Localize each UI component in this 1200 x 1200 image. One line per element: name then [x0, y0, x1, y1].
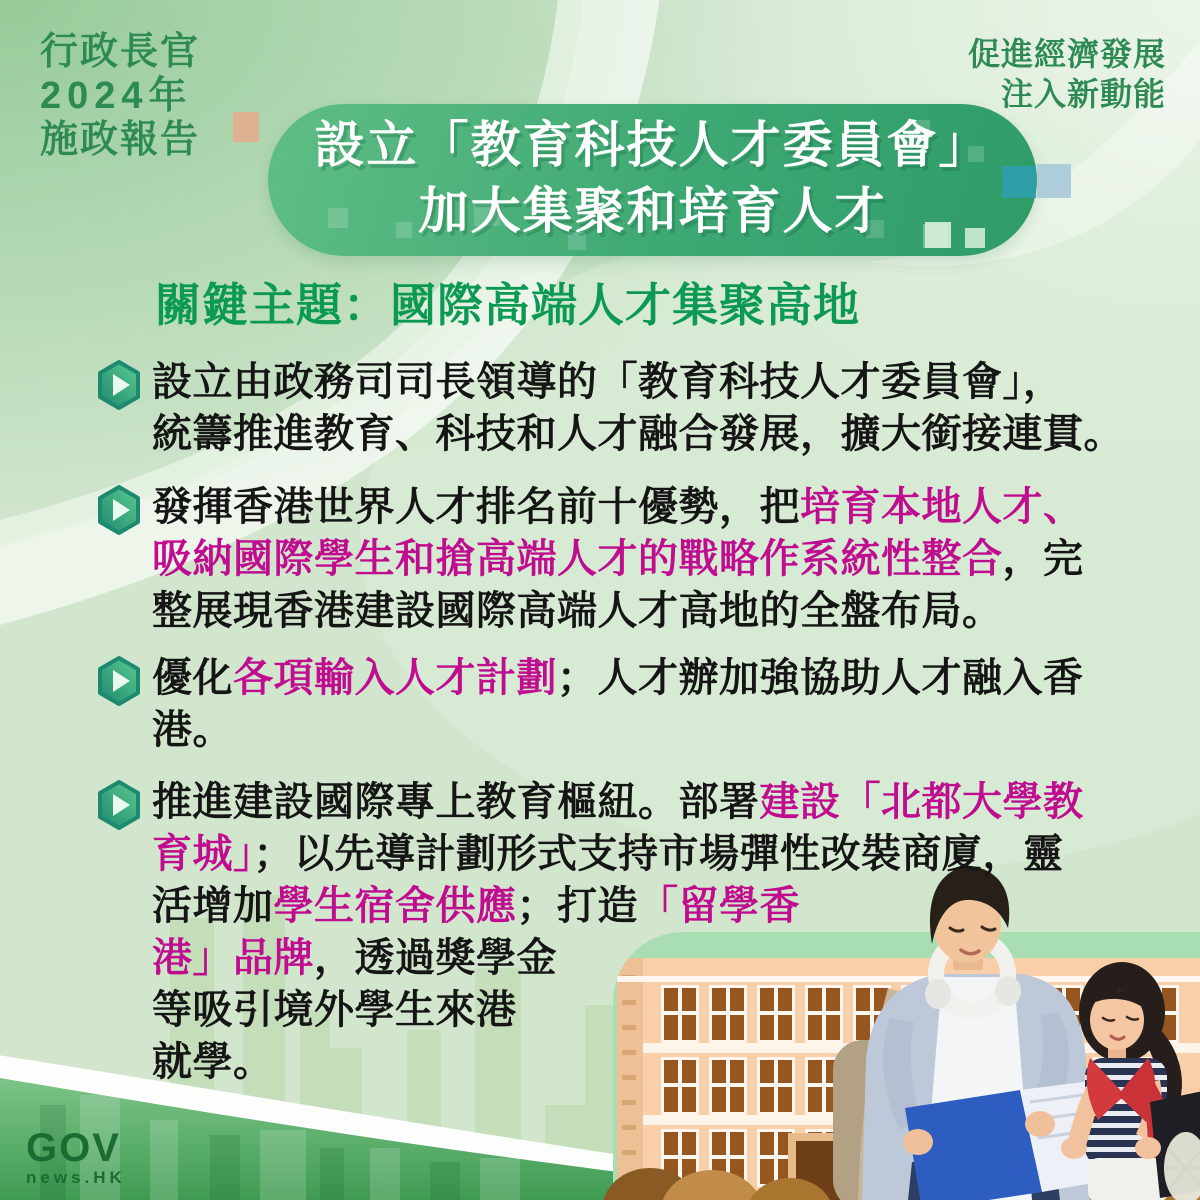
- tagline-line: 促進經濟發展: [967, 36, 1166, 72]
- title-line-year: 2024年: [40, 75, 193, 117]
- bullet-text: 發揮香港世界人才排名前十優勢，把培育本地人才、 吸納國際學生和搶高端人才的戰略作系統性整合，完 整展現香港建設國際高端人才高地的全盤布局。: [152, 485, 1084, 633]
- logo-newshk-text: news.HK: [26, 1168, 126, 1187]
- pixel-decor-mint: [925, 222, 951, 248]
- pixel-decor-teal: [1002, 166, 1036, 198]
- headline-banner: [268, 104, 1037, 256]
- banner-text: [268, 112, 1037, 244]
- play-bullet-icon: [96, 360, 142, 410]
- theme-tagline: [968, 34, 1166, 114]
- pixel-decor-salmon: [233, 112, 259, 142]
- key-theme-subtitle: 關鍵主題：國際高端人才集聚高地: [155, 279, 860, 331]
- banner-line-2: 加大集聚和培育人才: [418, 183, 887, 239]
- play-bullet-icon: [96, 485, 142, 535]
- pixel-decor-blue: [1037, 164, 1071, 198]
- tagline-line: 注入新動能: [1000, 76, 1166, 112]
- bullet-text: 設立由政務司司長領導的「教育科技人才委員會」， 統籌推進教育、科技和人才融合發展，擴大銜接連貫。: [152, 360, 1124, 456]
- title-line: 施政報告: [40, 119, 201, 161]
- pixel-decor-mint: [965, 228, 985, 248]
- title-line: 行政長官: [40, 31, 201, 73]
- banner-line-1: 設立「教育科技人才委員會」: [314, 117, 991, 173]
- bullet-text: 推進建設國際專上教育樞紐。部署建設「北都大學教 育城」；以先導計劃形式支持市場彈性改裝商廈，靈 活增加學生宿舍供應；打造「留學香 港」品牌，透過獎學金 等吸引境外學生來港 就學。: [152, 780, 1084, 1084]
- play-bullet-icon: [96, 656, 142, 706]
- play-bullet-icon: [96, 780, 142, 830]
- logo-gov-text: GOV: [26, 1126, 121, 1170]
- bullet-text: 優化各項輸入人才計劃；人才辦加強協助人才融入香 港。: [152, 656, 1084, 752]
- policy-address-title: [40, 30, 200, 162]
- gov-news-logo: [26, 1128, 126, 1188]
